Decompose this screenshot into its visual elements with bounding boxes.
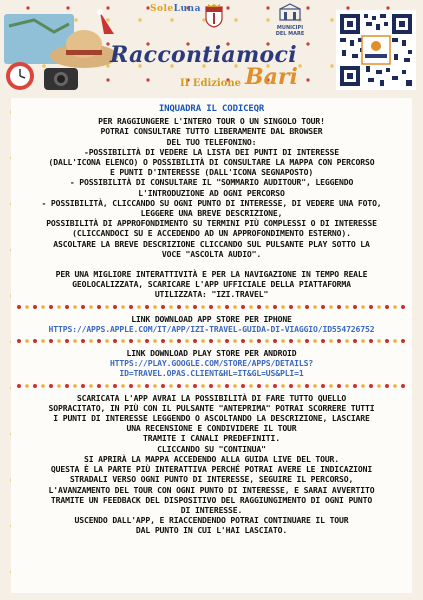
header-banner (0, 0, 423, 100)
bari-crest-icon (205, 4, 223, 28)
scan-qr-heading: INQUADRA IL CODICEQR (158, 104, 265, 114)
edition-label: II Edizione (180, 78, 242, 89)
instructions-content (12, 104, 411, 536)
text-line: DEL TUO TELEFONINO: (166, 136, 257, 147)
text-line: ASCOLTARE LA BREVE DESCRIZIONE CLICCANDO SUL PULSANTE PLAY SOTTO LA (53, 238, 370, 249)
text-line: (CLICCANDOCI SU E ACCEDENDO AD UN APPROFONDIMENTO ESTERNO). (72, 228, 351, 239)
text-line: (DALL'ICONA ELENCO) O POSSIBILITÀ DI CONSULTARE LA MAPPA CON PERCORSO (48, 157, 375, 168)
iphone-link-label: LINK DOWNLOAD APP STORE PER IPHONE (131, 313, 292, 324)
android-app-link-part2[interactable]: ID=TRAVEL.OPAS.CLIENT&HL=IT&GL=US&PLI=1 (119, 368, 304, 379)
text-line: VOCE "ASCOLTA AUDIO". (161, 248, 262, 259)
text-line: -POSSIBILITÀ DI VEDERE LA LISTA DEI PUNTI DI INTERESSE (83, 146, 340, 157)
text-line: LEGGERE UNA BREVE DESCRIZIONE, (140, 208, 283, 219)
travel-illustration (4, 6, 124, 96)
text-line: L'INTRODUZIONE AD OGNI PERCORSO (138, 187, 285, 198)
text-line: SCARICATA L'APP AVRAI LA POSSIBILITÀ DI FARE TUTTO QUELLO (76, 392, 347, 403)
text-line: SI APRIRÀ LA MAPPA ACCEDENDO ALLA GUIDA LIVE DEL TOUR. (83, 453, 340, 464)
municipio-icon (277, 3, 303, 21)
text-line: TRAMITE I CANALI PREDEFINITI. (143, 433, 280, 444)
event-title: Raccontiamoci (110, 42, 297, 68)
municipio-text: MUNICIPI DEL MARE (275, 25, 305, 37)
text-line: SOPRACITATO, IN PIÙ CON IL PULSANTE "ANTEPRIMA" POTRAI SCORRERE TUTTI (48, 402, 375, 413)
city-title: Bari (245, 64, 298, 90)
text-line: POTRAI CONSULTARE TUTTO LIBERAMENTE DAL BROWSER (100, 126, 323, 137)
text-line: PER UNA MIGLIORE INTERATTIVITÀ E PER LA NAVIGAZIONE IN TEMPO REALE (55, 269, 368, 280)
decorative-divider (14, 303, 409, 311)
text-line: I PUNTI DI INTERESSE LEGGENDO O ASCOLTANDO LA DESCRIZIONE, LASCIARE (53, 413, 370, 424)
text-line: QUESTA È LA PARTE PIÙ INTERATTIVA PERCHÉ POTRAI AVERE LE INDICAZIONI (50, 464, 373, 475)
municipio-logo (272, 3, 308, 37)
android-app-link-part1[interactable]: HTTPS://PLAY.GOOGLE.COM/STORE/APPS/DETAILS? (109, 358, 314, 369)
decorative-divider (14, 382, 409, 390)
text-line: TRAMITE UN FEEDBACK DEL DISPOSITIVO DEL RAGGIUNGIMENTO DI OGNI PUNTO (50, 494, 373, 505)
android-link-label: LINK DOWNLOAD PLAY STORE PER ANDROID (126, 348, 297, 359)
text-line: - POSSIBILITÀ, CLICCANDO SU OGNI PUNTO DI INTERESSE, DI VEDERE UNA FOTO, (41, 197, 382, 208)
text-line: - POSSIBILITÀ DI CONSULTARE IL "SOMMARIO AUDITOUR", LEGGENDO (69, 177, 354, 188)
text-line: USCENDO DALL'APP, E RIACCENDENDO POTRAI CONTINUARE IL TOUR (74, 515, 349, 526)
qr-code[interactable] (336, 10, 416, 90)
text-line: STRADALI VERSO OGNI PUNTO DI INTERESSE, SEGUIRE IL PERCORSO, (69, 474, 354, 485)
text-line: L'AVANZAMENTO DEL TOUR CON OGNI PUNTO DI INTERESSE, E SARAI AVVERTITO (48, 484, 375, 495)
text-line: CLICCANDO SU "CONTINUA" (157, 443, 266, 454)
text-line: DI INTERESSE. (180, 504, 243, 515)
text-line: E PUNTI D'INTERESSE (DALL'ICONA SEGNAPOSTO) (109, 167, 314, 178)
intro-line: PER RAGGIUNGERE L'INTERO TOUR O UN SINGOLO TOUR! (98, 116, 325, 127)
text-line: UTILIZZATA: "IZI.TRAVEL" (154, 289, 269, 300)
iphone-app-link[interactable]: HTTPS://APPS.APPLE.COM/IT/APP/IZI-TRAVEL-GUIDA-DI-VIAGGIO/ID554726752 (48, 323, 375, 334)
sole-luna-logo: SoleLuna (150, 4, 201, 14)
text-line: DAL PUNTO IN CUI L'HAI LASCIATO. (135, 525, 288, 536)
text-line: GEOLOCALIZZATA, SCARICARE L'APP UFFICIALE DELLA PIATTAFORMA (72, 279, 351, 290)
decorative-divider (14, 337, 409, 345)
text-line: UNA RECENSIONE E CONDIVIDERE IL TOUR (126, 423, 297, 434)
text-line: POSSIBILITÀ DI APPROFONDIMENTO SU TERMINI PIÙ COMPLESSI O DI INTERESSE (46, 218, 377, 229)
